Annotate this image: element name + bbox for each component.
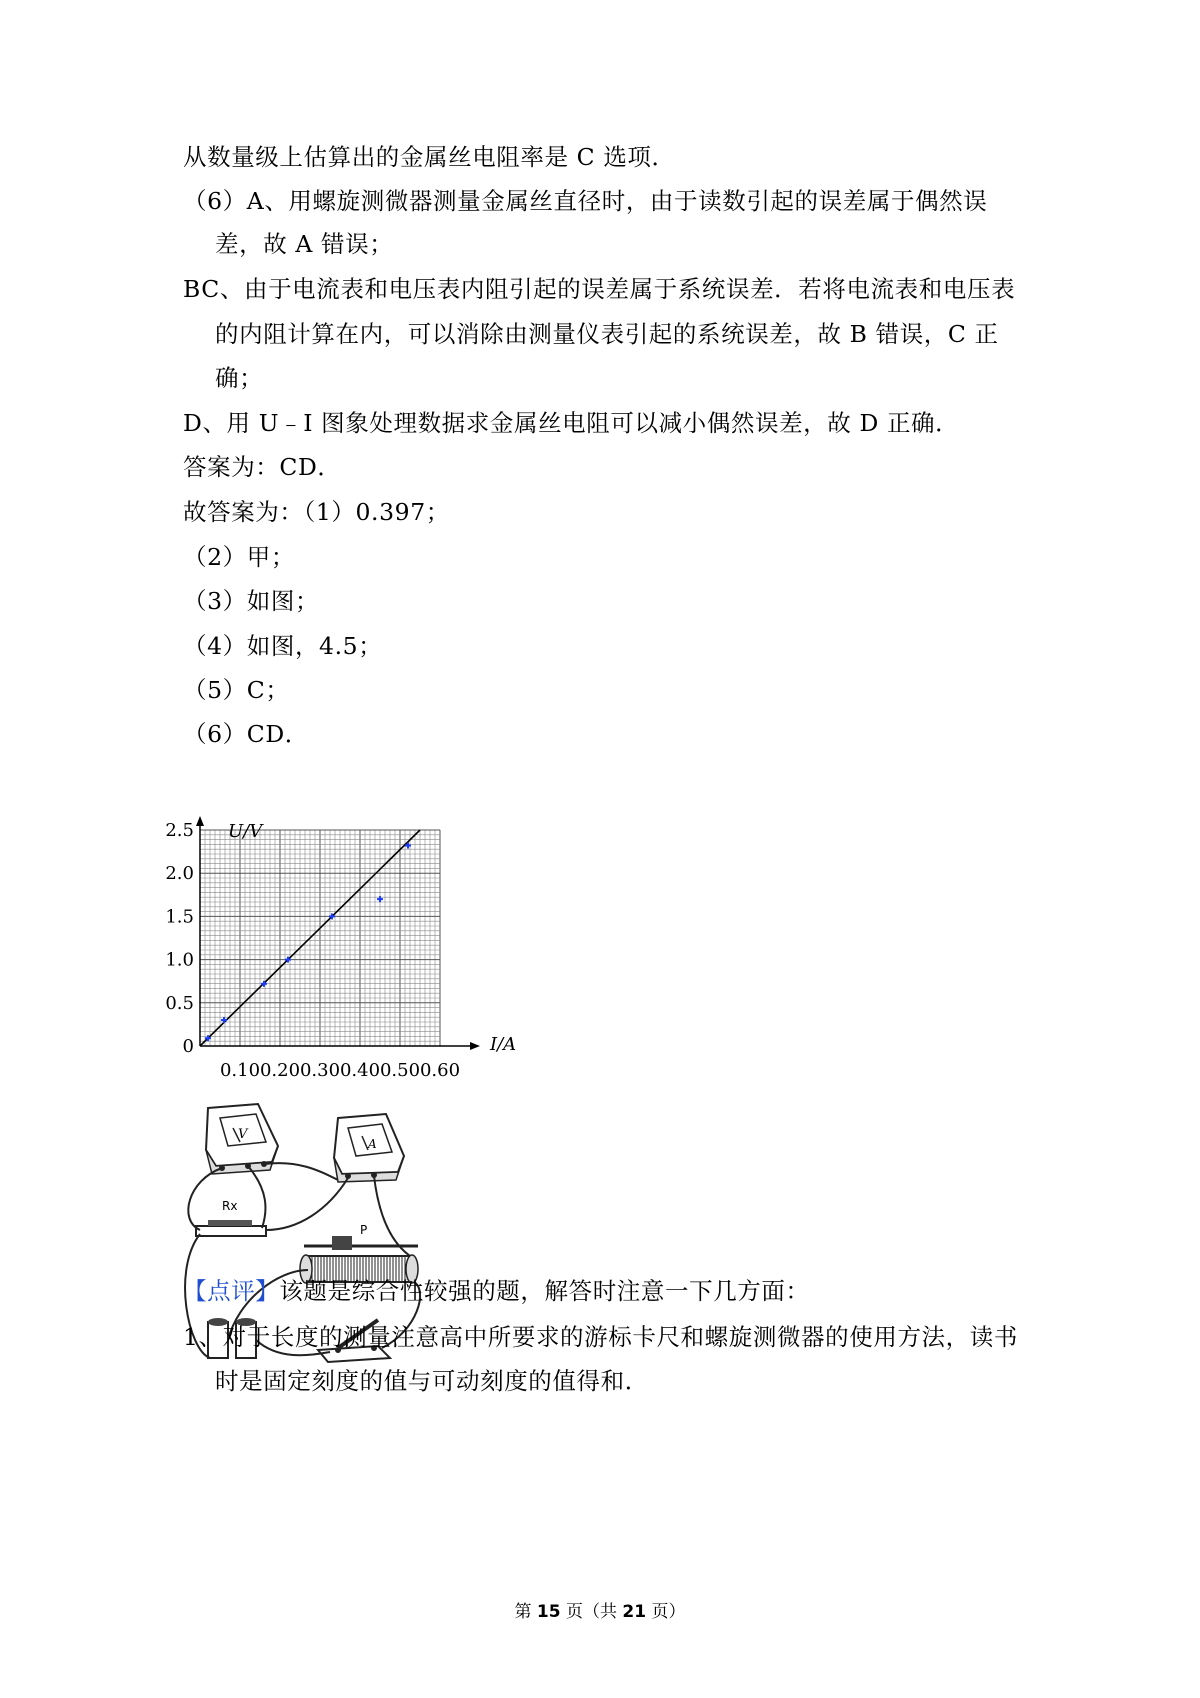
text-line-7: D、用 U﹣I 图象处理数据求金属丝电阻可以减小偶然误差，故 D 正确．	[183, 409, 960, 437]
resistor-rx	[196, 1199, 266, 1236]
text-line-12: （4）如图，4.5；	[183, 632, 383, 660]
chart-grid	[200, 830, 440, 1046]
text-line-14: （6）CD．	[183, 720, 309, 748]
comment-item1-line1: 1、对于长度的测量注意高中所要求的游标卡尺和螺旋测微器的使用方法，读书	[183, 1323, 1018, 1351]
x-tick-label: 0.30	[299, 1060, 341, 1081]
text-line-4: BC、由于电流表和电压表内阻引起的误差属于系统误差．若将电流表和电压表	[183, 275, 1016, 303]
ammeter-label: A	[368, 1137, 377, 1151]
comment-text: 该题是综合性较强的题，解答时注意一下几方面：	[279, 1277, 810, 1305]
x-tick-label: 0.40	[339, 1060, 381, 1081]
footer-suffix: 页）	[651, 1602, 686, 1622]
y-tick-label: 2.0	[165, 863, 194, 885]
text-line-5: 的内阻计算在内，可以消除由测量仪表引起的系统误差，故 B 错误，C 正	[215, 320, 999, 348]
u-i-chart	[165, 818, 518, 1088]
chart-axes	[196, 816, 480, 1050]
y-tick-label: 0	[182, 1036, 194, 1057]
text-line-11: （3）如图；	[183, 587, 320, 615]
text-line-6: 确；	[215, 364, 264, 392]
comment-line	[183, 1274, 810, 1308]
y-axis-label: U/V	[228, 821, 263, 842]
x-tick-label: 0.10	[219, 1060, 261, 1081]
x-tick-label: 0.20	[259, 1060, 301, 1081]
resistor-label: Rx	[222, 1199, 238, 1213]
y-tick-label: 0.5	[165, 992, 194, 1014]
text-line-9: 故答案为：（1）0.397；	[183, 498, 450, 526]
voltmeter-label: V	[238, 1127, 248, 1142]
footer-prefix: 第	[514, 1602, 532, 1622]
page-number: 15	[536, 1602, 561, 1622]
text-line-3: 差，故 A 错误；	[215, 230, 394, 258]
text-line-2: （6）A、用螺旋测微器测量金属丝直径时，由于读数引起的误差属于偶然误	[183, 187, 988, 215]
y-tick-label: 1.0	[165, 949, 194, 971]
page-footer	[0, 1597, 1200, 1622]
footer-middle: 页（共	[566, 1602, 617, 1622]
x-axis-arrow	[470, 1042, 480, 1050]
y-axis-arrow	[196, 816, 204, 826]
x-axis-label: I/A	[490, 1034, 517, 1055]
x-tick-label: 0.50	[379, 1060, 421, 1081]
total-pages: 21	[622, 1602, 647, 1622]
comment-item1-line2: 时是固定刻度的值与可动刻度的值得和．	[215, 1367, 649, 1395]
y-tick-label: 1.5	[165, 906, 194, 928]
text-line-1: 从数量级上估算出的金属丝电阻率是 C 选项．	[183, 143, 676, 171]
ammeter-icon	[334, 1114, 404, 1182]
slider-label: P	[360, 1223, 368, 1237]
text-line-10: （2）甲；	[183, 543, 295, 571]
y-tick-label: 2.5	[165, 820, 194, 841]
tick-labels	[165, 820, 460, 1081]
text-line-13: （5）C；	[183, 676, 290, 704]
x-tick-label: 0.60	[419, 1060, 461, 1081]
comment-label: 【点评】	[183, 1277, 280, 1305]
text-line-8: 答案为：CD．	[183, 453, 342, 481]
